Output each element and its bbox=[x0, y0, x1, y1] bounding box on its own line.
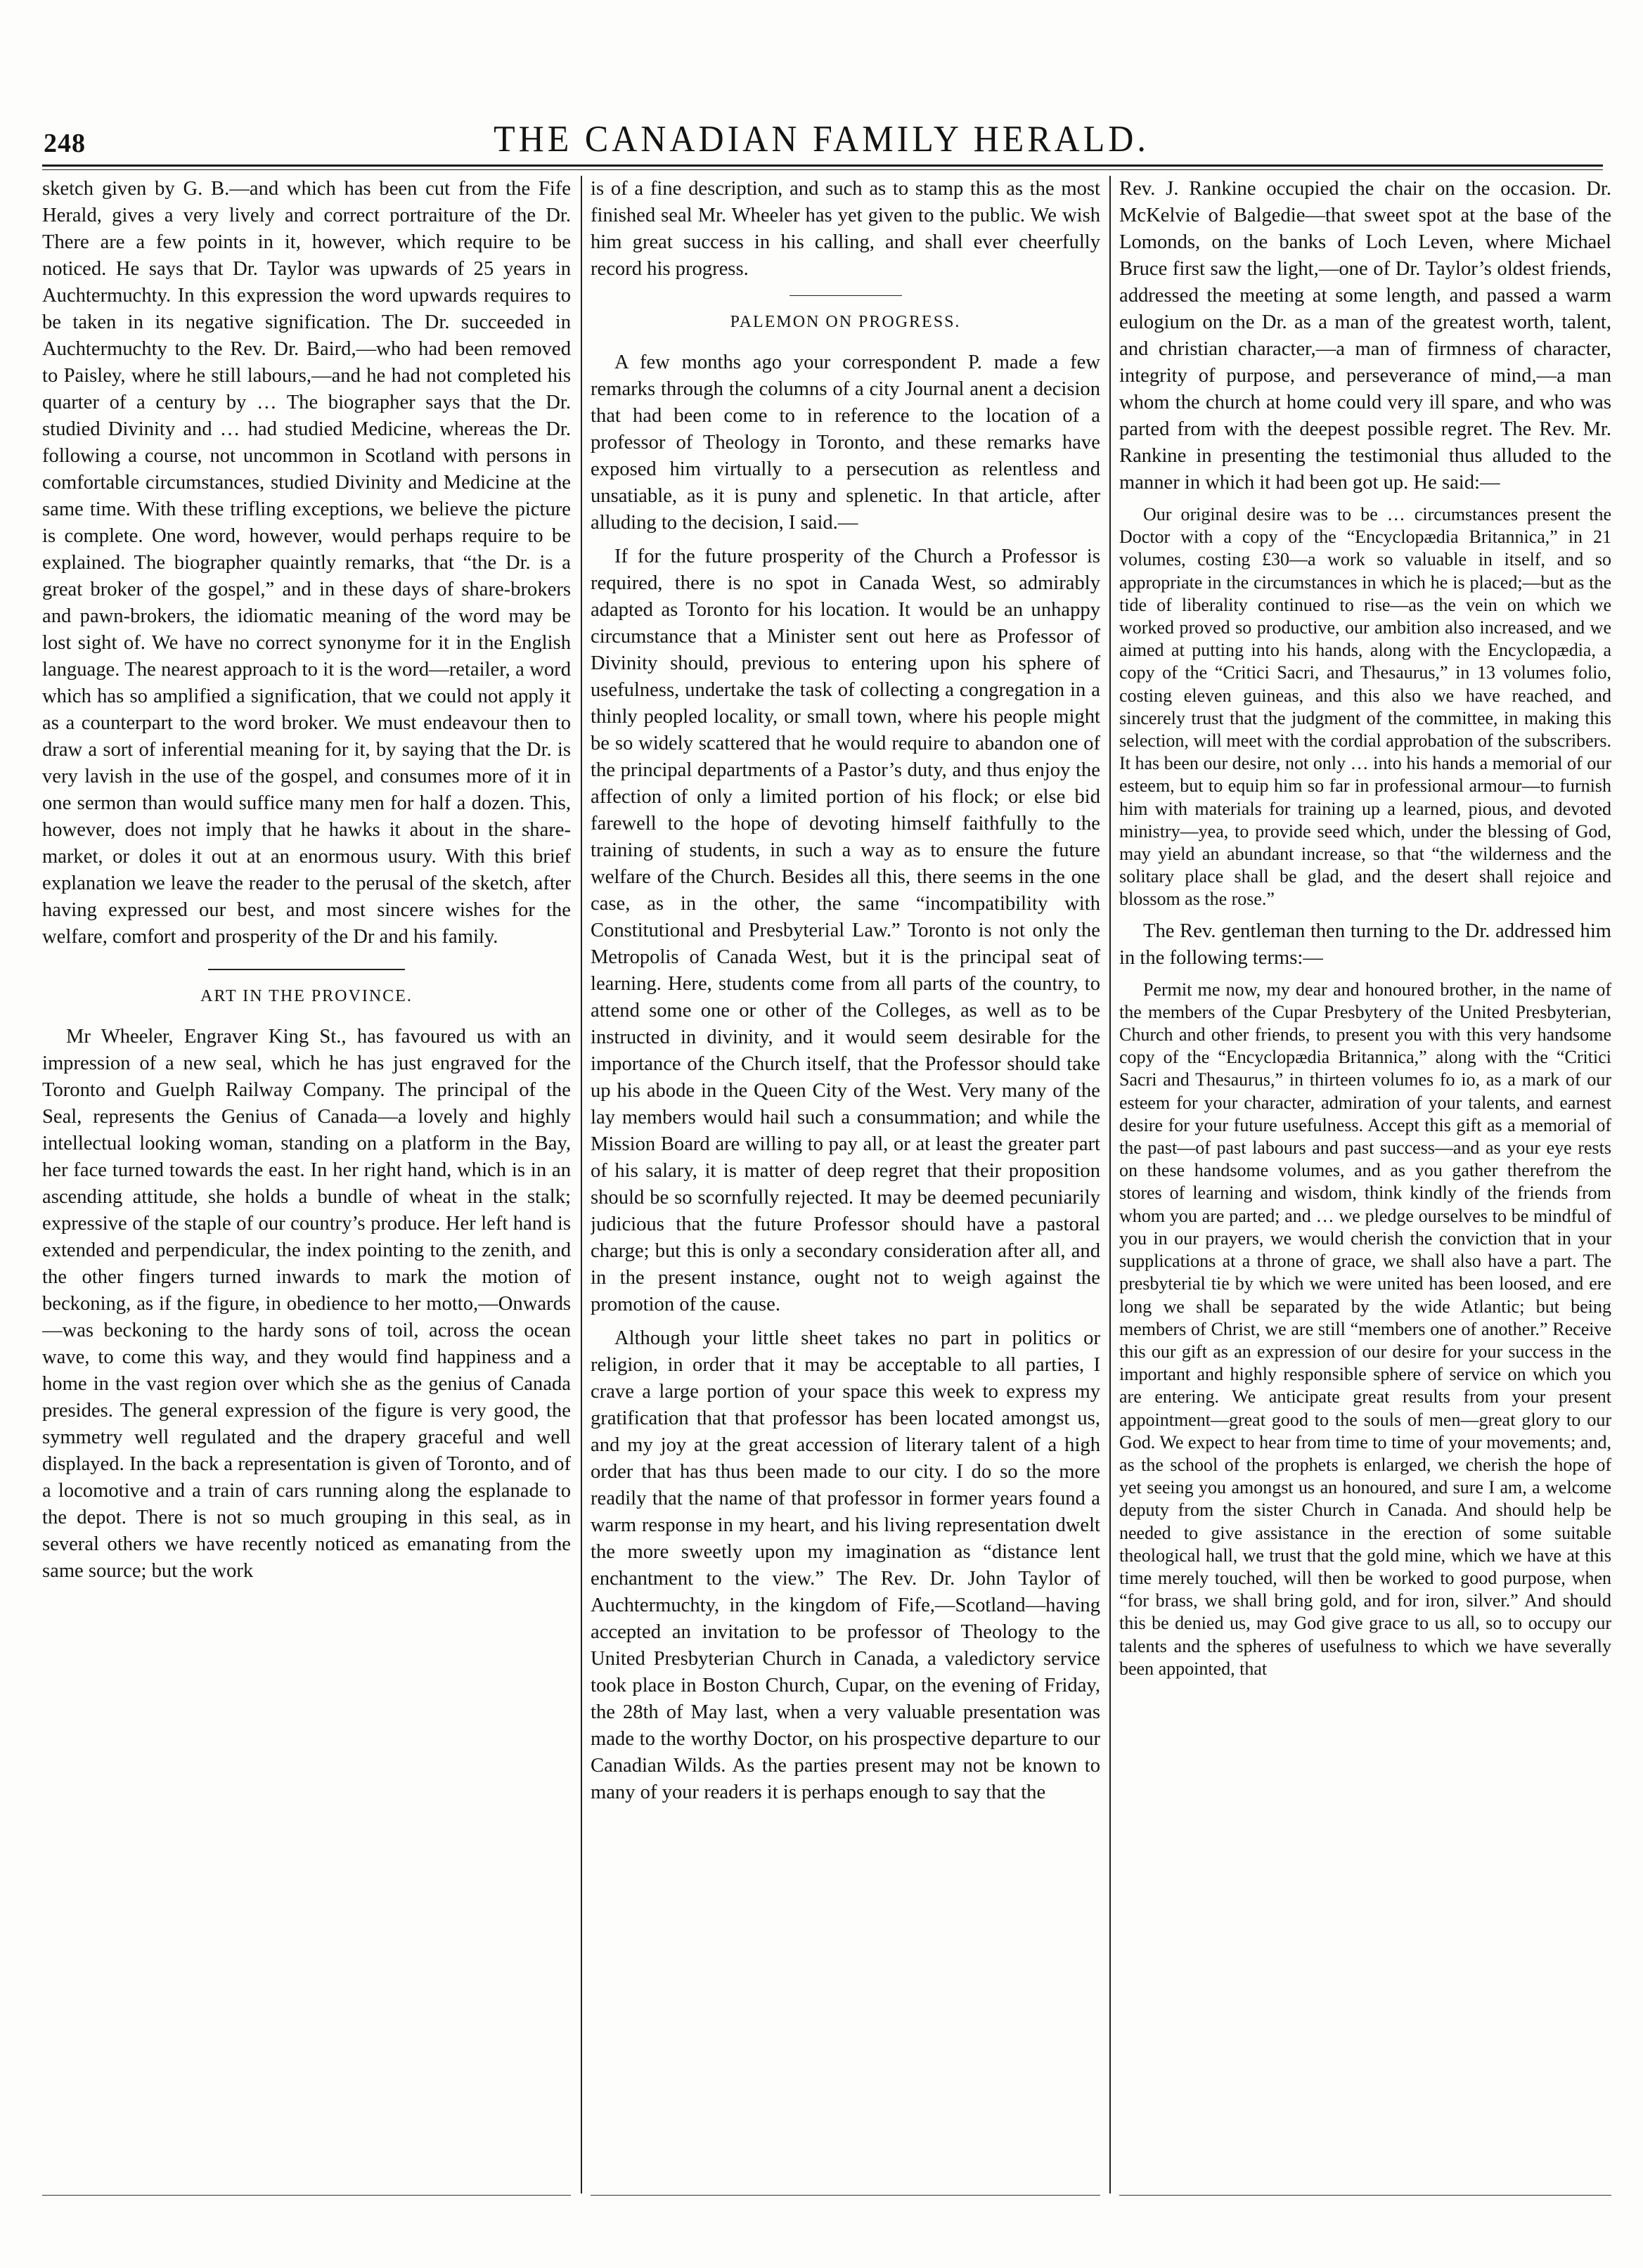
quoted-paragraph: Permit me now, my dear and honoured brother, in the name of the members of the Cupar Presbytery of the United Presbyterian, Church and other friends, to present you with this very handsome copy of the “Encyclopædia Britannica,” along with the “Critici Sacri and Thesaurus,” in thirteen volumes fo io, as a mark of our esteem for your character, admiration of your talents, and earnest desire for your future usefulness. Accept this gift as a memorial of the past—of past labours and past success—and as your eye rests on these handsome volumes, and as you gather therefrom the stores of learning and wisdom, think kindly of the friends from whom you are parted; and … we pledge ourselves to be mindful of you in our prayers, we would cherish the conviction that in your supplications at a throne of grace, we shall also have a part. The presbyterial tie by which we were united has been loosed, and ere long we shall be separated by the wide Atlantic; but being members of Christ, we are still “members one of another.” Receive this our gift as an expression of our desire for your success in the important and highly responsible sphere of service on which you are entering. We anticipate great results from your present appointment—great good to the souls of men—great glory to our God. We expect to hear from time to time of your movements; and, as the school of the prophets is enlarged, we cherish the hope of yet seeing you amongst us an honoured, and sure I am, a welcome deputy from the sister Church in Canada. And should help be needed to give assistance in the erection of some suitable theological hall, we trust that the gold mine, which we have at this time merely touched, will then be worked to good purpose, when “for brass, we shall bring gold, and for iron, silver.” And should this be denied us, may God give grace to us all, so to occupy our talents and the spheres of usefulness to which we have severally been appointed, that bbox=[1119, 979, 1611, 1679]
article-paragraph: The Rev. gentleman then turning to the Dr. addressed him in the following terms:— bbox=[1119, 920, 1611, 969]
article-paragraph: sketch given by G. B.—and which has been cut from the Fife Herald, gives a very lively and correct portraiture of the Dr. There are a few points in it, however, which require to be noticed. He says that Dr. Taylor was upwards of 25 years in Auchtermuchty. In this expression the word upwards requires to be taken in its negative signification. The Dr. succeeded in Auchtermuchty to the Rev. Dr. Baird,—who had been removed to Paisley, where he still labours,—and he had not completed his quarter of a century by … The biographer says that the Dr. studied Divinity and … had studied Medicine, whereas the Dr. following a course, not uncommon in Scotland with persons in comfortable circumstances, studied Divinity and Medicine at the same time. With these trifling exceptions, we believe the picture is complete. One word, however, would perhaps require to be explained. The biographer quaintly remarks, that “the Dr. is a great broker of the gospel,” and in these days of share-brokers and pawn-brokers, the idiomatic meaning of the word may be lost sight of. We have no correct synonyme for it in the English language. The nearest approach to it is the word—retailer, a word which has so amplified a signification, that we could not apply it as a counterpart to the word broker. We must endeavour then to draw a sort of inferential meaning for it, by saying that the Dr. is very lavish in the use of the gospel, and consumes more of it in one sermon than would suffice many men for half a dozen. This, however, does not imply that he hawks it about in the share-market, or doles it out at an enormous usury. With this brief explanation we leave the reader to the perusal of the sketch, after having expressed our best, and most sincere wishes for the welfare, comfort and prosperity of the Dr and his family. bbox=[42, 178, 571, 948]
column-divider bbox=[1109, 176, 1111, 2193]
section-rule bbox=[790, 295, 902, 296]
header-rule-secondary bbox=[42, 169, 1603, 170]
quoted-paragraph: If for the future prosperity of the Church a Professor is required, there is no spot in Canada West, so admirably adapted as Toronto for his location. It would be an unhappy circumstance that a Minister sent out here as Professor of Divinity should, previous to entering upon his sphere of usefulness, undertake the task of collecting a congregation in a thinly peopled locality, or small town, where his people might be so widely scattered that he would require to abandon one of the principal departments of a Pastor’s duty, and thus enjoy the affection of only a limited portion of his flock; or else bid farewell to the hope of devoting himself faithfully to the training of students, in such a way as to ensure the future welfare of the Church. Besides all this, there seems in the one case, as in the other, the same “incompatibility with Constitutional and Presbyterial Law.” Toronto is not only the Metropolis of Canada West, but it is the principal seat of learning. Here, students come from all parts of the country, to attend some one or other of the Colleges, as well as to be instructed in divinity, and it would seem desirable for the importance of the Church itself, that the Professor should take up his abode in the Queen City of the West. Very many of the lay members would hail such a consummation; and while the Mission Board are willing to pay all, or at least the greater part of his salary, it is matter of deep regret that their proposition should be so scornfully rejected. It may be deemed pecuniarily judicious that the future Professor should have a pastoral charge; but this is only a secondary consideration after all, and in the present instance, ought not to weigh against the promotion of the cause. bbox=[591, 546, 1100, 1315]
column-foot-rule bbox=[1119, 2195, 1611, 2196]
column-foot-rule bbox=[42, 2195, 571, 2196]
article-paragraph: A few months ago your correspondent P. made a few remarks through the columns of a city Journal anent a decision that had been come to in reference to the location of a professor of Theology in Toronto, and these remarks have exposed him virtually to a persecution as relentless and unsatiable, as it is puny and splenetic. In that article, after alluding to the decision, I said.— bbox=[591, 352, 1100, 534]
column-1 bbox=[42, 176, 571, 2186]
column-3 bbox=[1119, 176, 1611, 2186]
section-rule bbox=[208, 969, 405, 970]
quoted-paragraph: Our original desire was to be … circumstances present the Doctor with a copy of the “Encyclopædia Britannica,” in 21 volumes, costing £30—a work so valuable in itself, and so appropriate in the circumstances in which he is placed;—but as the tide of liberality continued to rise—as the vein on which we worked proved so productive, our ambition also increased, and we aimed at putting into his hands, along with the Encyclopædia, a copy of the “Critici Sacri, and Thesaurus,” in 13 volumes folio, costing eleven guineas, and this also we have reached, and sincerely trust that the judgment of the committee, in making this selection, will meet with the cordial approbation of the subscribers. It has been our desire, not only … into his hands a memorial of our esteem, but to equip him so far in professional armour—to furnish him with materials for training up a learned, pious, and devoted ministry—yea, to provide seed which, under the blessing of God, may yield an abundant increase, so that “the wilderness and the solitary place shall be glad, and the desert shall rejoice and blossom as the rose.” bbox=[1119, 504, 1611, 910]
column-divider bbox=[581, 176, 582, 2193]
column-foot-rule bbox=[591, 2195, 1100, 2196]
header-rule bbox=[42, 165, 1603, 167]
article-paragraph: is of a fine description, and such as to stamp this as the most finished seal Mr. Wheeler has yet given to the public. We wish him great success in his calling, and shall ever cheerfully record his progress. bbox=[591, 178, 1100, 280]
column-2 bbox=[591, 176, 1100, 2186]
section-heading: PALEMON ON PROGRESS. bbox=[730, 313, 961, 331]
section-heading: ART IN THE PROVINCE. bbox=[200, 987, 413, 1005]
article-paragraph: Although your little sheet takes no part in politics or religion, in order that it may be acceptable to all parties, I crave a large portion of your space this week to express my gratification that that professor has been located amongst us, and my joy at the great accession of literary talent of a high order that has thus been made to our city. I do so the more readily that the name of that professor in former years found a warm response in my heart, and his living representation dwelt the more sweetly upon my imagination as “distance lent enchantment to the view.” The Rev. Dr. John Taylor of Auchtermuchty, in the kingdom of Fife,—Scotland—having accepted an invitation to be professor of Theology to the United Presbyterian Church in Canada, a valedictory service took place in Boston Church, Cupar, on the evening of Friday, the 28th of May last, when a very valuable presentation was made to the worthy Doctor, on his prospective departure to our Canadian Wilds. As the parties present may not be known to many of your readers it is perhaps enough to say that the bbox=[591, 1327, 1100, 1803]
page-title: THE CANADIAN FAMILY HERALD. bbox=[494, 117, 1149, 160]
page-number: 248 bbox=[44, 129, 86, 158]
article-paragraph: Rev. J. Rankine occupied the chair on the occasion. Dr. McKelvie of Balgedie—that sweet spot at the base of the Lomonds, on the banks of Loch Leven, where Michael Bruce first saw the light,—one of Dr. Taylor’s oldest friends, addressed the meeting at some length, and passed a warm eulogium on the Dr. as a man of the greatest worth, talent, and christian character,—a man of firmness of character, integrity of purpose, and perseverance of mind,—a man whom the church at home could very ill spare, and who was parted from with the deepest possible regret. The Rev. Mr. Rankine in presenting the testimonial thus alluded to the manner in which it had been got up. He said:— bbox=[1119, 178, 1611, 494]
article-paragraph: Mr Wheeler, Engraver King St., has favoured us with an impression of a new seal, which he has just engraved for the Toronto and Guelph Railway Company. The principal of the Seal, represents the Genius of Canada—a lovely and highly intellectual looking woman, standing on a platform in the Bay, her face turned towards the east. In her right hand, which is in an ascending attitude, she holds a bundle of wheat in the stalk; expressive of the staple of our country’s produce. Her left hand is extended and perpendicular, the index pointing to the zenith, and the other fingers turned inwards to mark the motion of beckoning, as if the figure, in obedience to her motto,—Onwards—was beckoning to the hardy sons of toil, across the ocean wave, to come this way, and they would find happiness and a home in the vast region over which she as the genius of Canada presides. The general expression of the figure is very good, the symmetry well regulated and the drapery graceful and well displayed. In the back a representation is given of Toronto, and of a locomotive and a train of cars running along the esplanade to the depot. There is not so much grouping in this seal, as in several others we have recently noticed as emanating from the same source; but the work bbox=[42, 1026, 571, 1582]
